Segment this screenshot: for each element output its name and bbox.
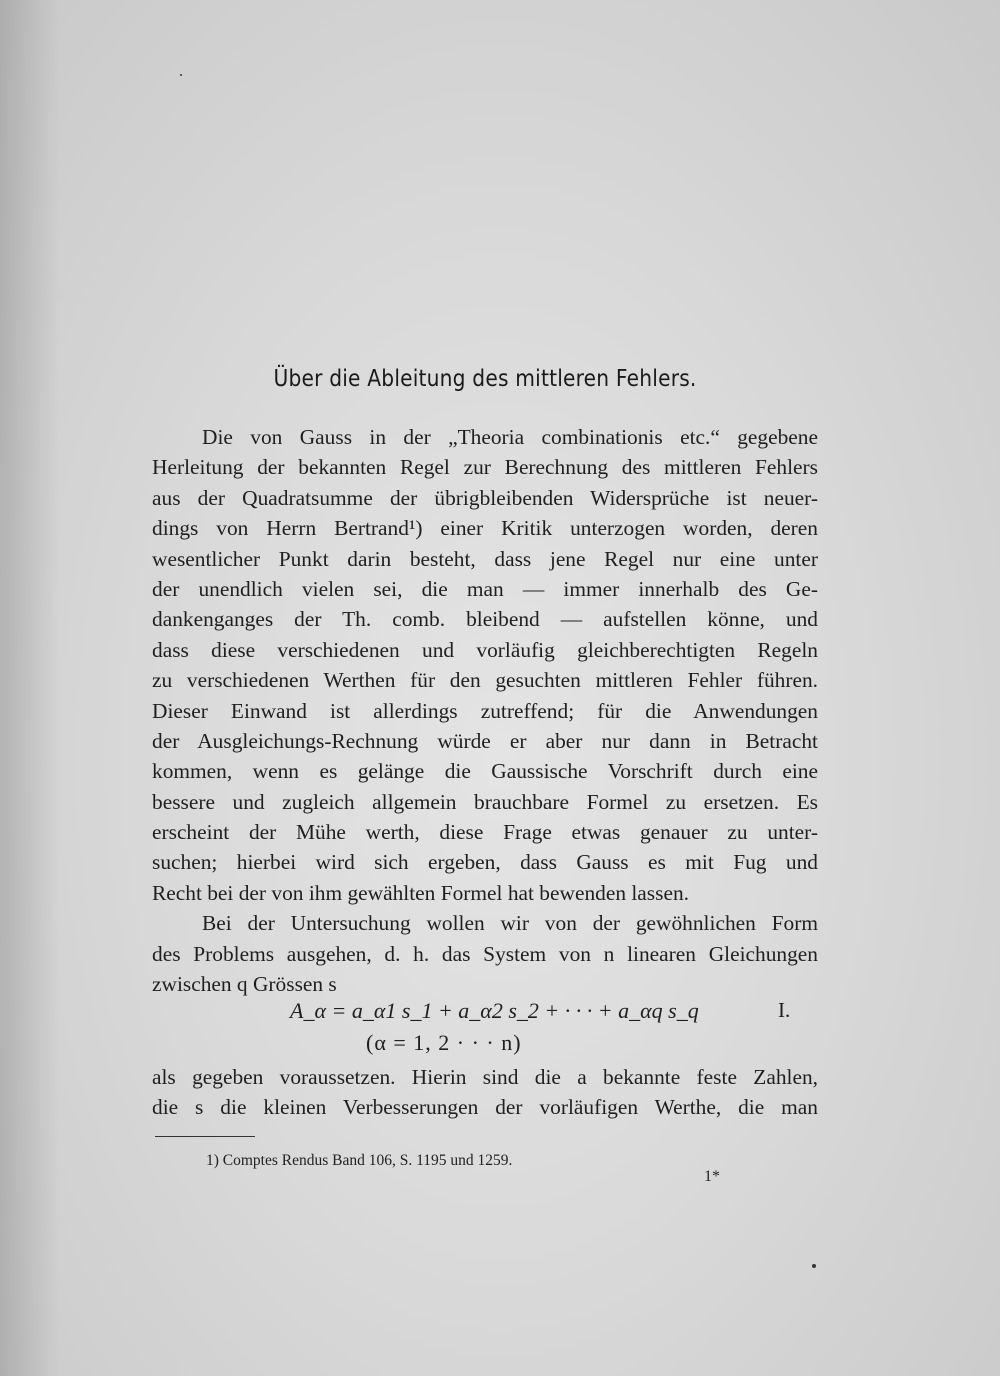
equation-number: I. [778, 998, 791, 1022]
signature-mark: 1* [704, 1168, 720, 1185]
paragraph-line: kommen, wenn es gelänge die Gaussische Vorschrift durch eine [152, 759, 818, 784]
paragraph-line: zwischen q Grössen s [152, 972, 337, 997]
paragraph-line: wesentlicher Punkt darin besteht, dass jene Regel nur eine unter [152, 546, 818, 571]
equation-range: (α = 1, 2 · · · n) [366, 1030, 522, 1055]
paragraph-line: dankenganges der Th. comb. bleibend — aufstellen könne, und [152, 607, 818, 632]
paragraph-line: der Ausgleichungs-Rechnung würde er aber nur dann in Betracht [152, 728, 818, 753]
paragraph-line: dass diese verschiedenen und vorläufig gleichberechtigten Regeln [152, 637, 818, 662]
footnote: 1) Comptes Rendus Band 106, S. 1195 und 1259. [206, 1152, 513, 1169]
paragraph-line: Dieser Einwand ist allerdings zutreffend; für die Anwendungen [152, 698, 818, 723]
paragraph-line: dings von Herrn Bertrand¹) einer Kritik unterzogen worden, deren [152, 516, 818, 541]
paragraph-line: Herleitung der bekannten Regel zur Berechnung des mittleren Fehlers [152, 455, 818, 480]
equation: A_α = a_α1 s_1 + a_α2 s_2 + · · · + a_αq s_q [290, 998, 699, 1023]
paragraph-line: Recht bei der von ihm gewählten Formel hat bewenden lassen. [152, 880, 689, 905]
footnote-divider [155, 1136, 255, 1137]
paragraph-line: als gegeben voraussetzen. Hierin sind die a bekannte feste Zahlen, [152, 1065, 818, 1089]
paragraph-line: suchen; hierbei wird sich ergeben, dass Gauss es mit Fug und [152, 850, 818, 875]
paragraph-line: zu verschiedenen Werthen für den gesuchten mittleren Fehler führen. [152, 668, 818, 693]
paragraph-line: des Problems ausgehen, d. h. das System von n linearen Gleichungen [152, 941, 818, 966]
page-title: Über die Ableitung des mittleren Fehlers. [273, 366, 697, 392]
ink-speck [180, 74, 182, 76]
paragraph-line: die s die kleinen Verbesserungen der vorläufigen Werthe, die man [152, 1095, 818, 1120]
paragraph-line: Die von Gauss in der „Theoria combinationis etc.“ gegebene [202, 425, 818, 449]
paragraph-line: aus der Quadratsumme der übrigbleibenden Widersprüche ist neuer- [152, 485, 818, 510]
page-edge-shadow [0, 0, 60, 1376]
paragraph-line: der unendlich vielen sei, die man — immer innerhalb des Ge- [152, 576, 818, 601]
paragraph-line: Bei der Untersuchung wollen wir von der gewöhnlichen Form [202, 911, 818, 936]
paragraph-line: erscheint der Mühe werth, diese Frage etwas genauer zu unter- [152, 820, 818, 845]
continuation-paragraph [152, 1062, 818, 1123]
paragraph-line: bessere und zugleich allgemein brauchbare Formel zu ersetzen. Es [152, 789, 818, 814]
main-paragraph [152, 422, 818, 999]
ink-speck [812, 1264, 816, 1268]
